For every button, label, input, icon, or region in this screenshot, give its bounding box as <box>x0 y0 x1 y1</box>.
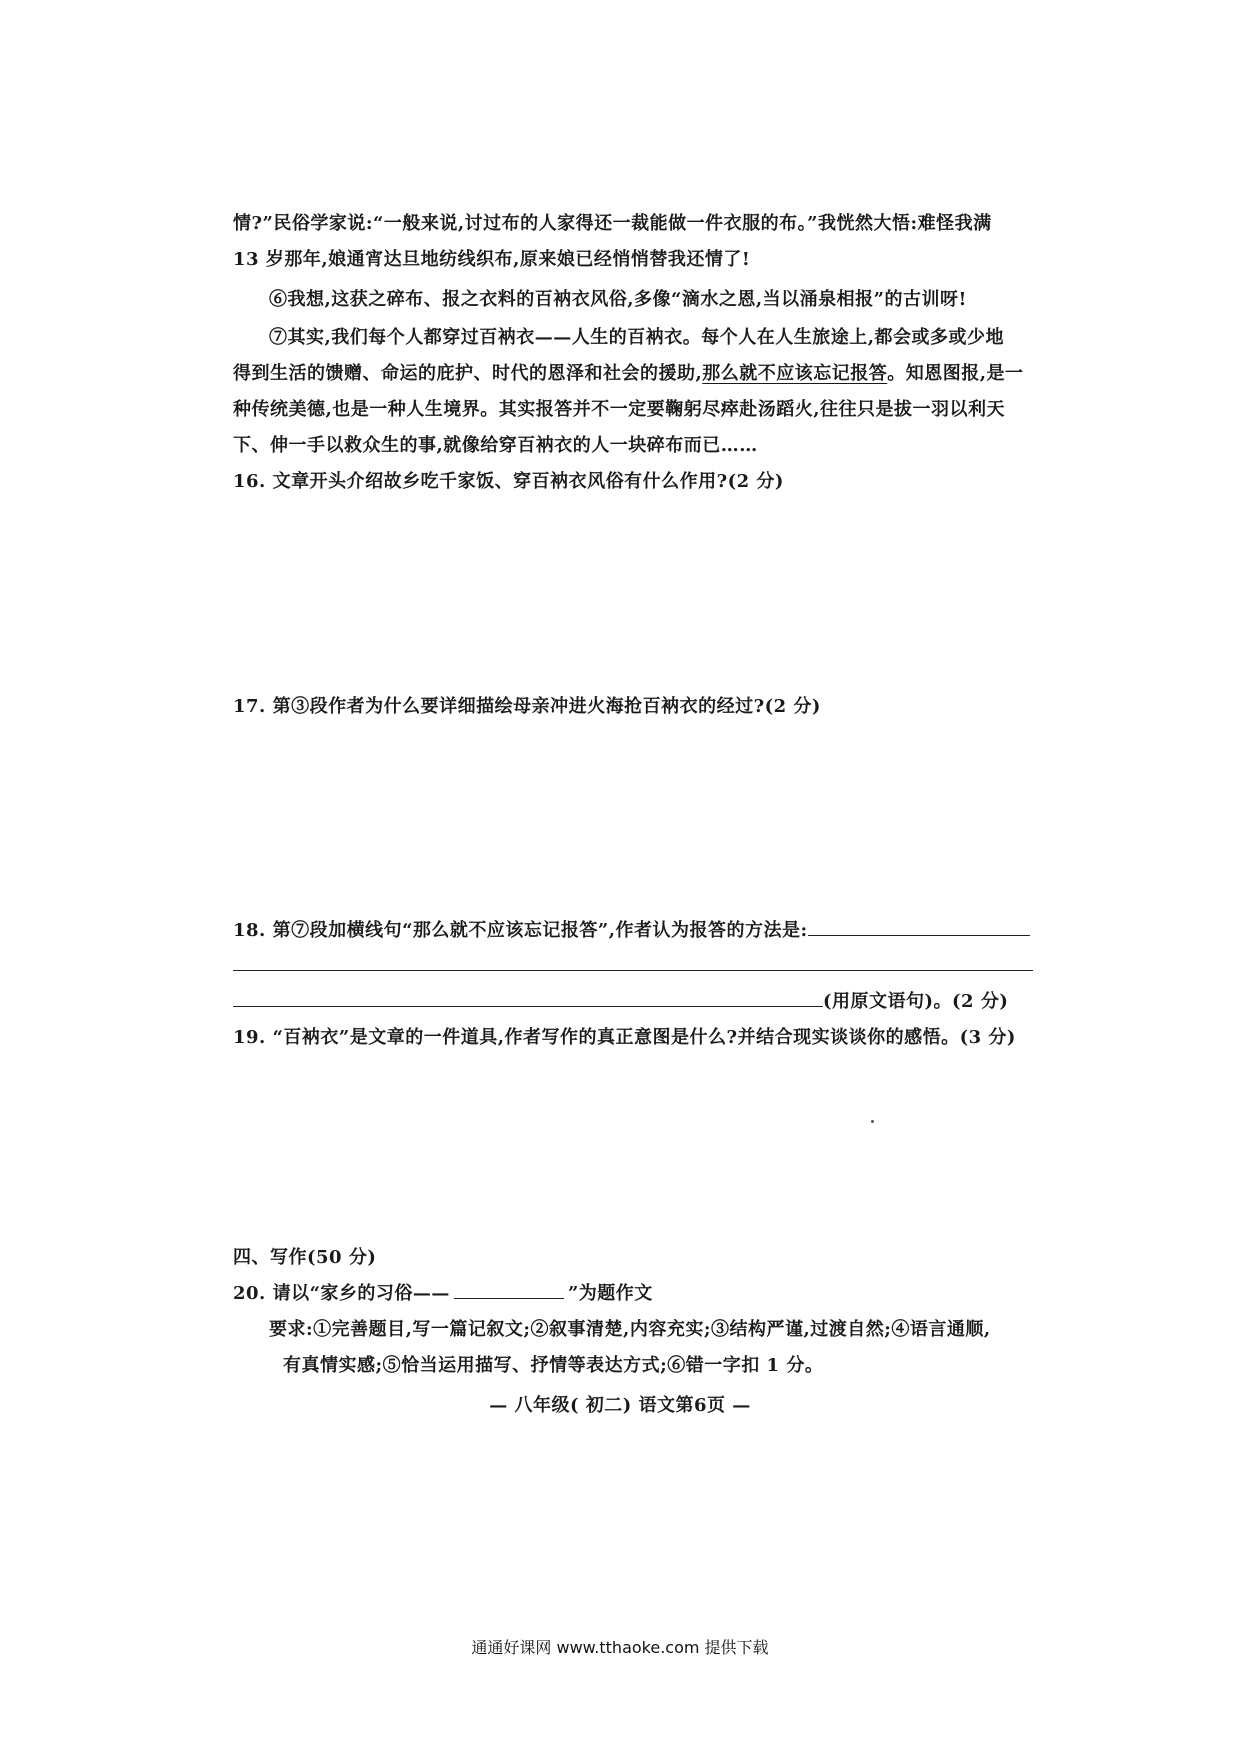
question-18-suffix: (用原文语句)。(2 分) <box>823 991 1009 1012</box>
scan-speck <box>871 1120 874 1123</box>
question-20-prefix: 20. 请以“家乡的习俗—— <box>233 1283 450 1304</box>
passage-paragraph-7: ⑦其实,我们每个人都穿过百衲衣——人生的百衲衣。每个人在人生旅途上,都会或多或少地 <box>269 327 1005 348</box>
passage-text: 得到生活的馈赠、命运的庇护、时代的恩泽和社会的援助, <box>233 363 703 384</box>
question-18-text: 18. 第⑦段加横线句“那么就不应该忘记报答”,作者认为报答的方法是: <box>233 920 808 941</box>
answer-line[interactable] <box>233 970 1033 971</box>
passage-line: 种传统美德,也是一种人生境界。其实报答并不一定要鞠躬尽瘁赴汤蹈火,往往只是拔一羽以利天 <box>233 399 1006 420</box>
passage-line: 下、伸一手以救众生的事,就像给穿百衲衣的人一块碎布而已…… <box>233 435 758 456</box>
passage-text: 。知恩图报,是一 <box>887 363 1024 384</box>
question-18-tail <box>233 990 1033 1014</box>
writing-requirements: 要求:①完善题目,写一篇记叙文;②叙事清楚,内容充实;③结构严谨,过渡自然;④语言通顺, <box>269 1319 991 1340</box>
question-20-suffix: ”为题作文 <box>567 1283 653 1304</box>
title-blank[interactable] <box>454 1282 564 1299</box>
question-17: 17. 第③段作者为什么要详细描绘母亲冲进火海抢百衲衣的经过?(2 分) <box>233 696 821 717</box>
writing-section-title: 四、写作(50 分) <box>233 1247 377 1268</box>
question-19: 19. “百衲衣”是文章的一件道具,作者写作的真正意图是什么?并结合现实谈谈你的感悟。(3 分) <box>233 1027 1016 1048</box>
question-20 <box>233 1282 1033 1306</box>
passage-line: 13 岁那年,娘通宵达旦地纺线织布,原来娘已经悄悄替我还情了! <box>233 249 751 270</box>
underlined-sentence: 那么就不应该忘记报答 <box>702 363 888 384</box>
answer-blank[interactable] <box>233 990 823 1007</box>
question-18 <box>233 919 1033 943</box>
source-watermark: 通通好课网 www.tthaoke.com 提供下载 <box>471 1638 769 1657</box>
passage-line <box>233 362 1033 386</box>
writing-requirements: 有真情实感;⑤恰当运用描写、抒情等表达方式;⑥错一字扣 1 分。 <box>283 1355 824 1376</box>
question-16: 16. 文章开头介绍故乡吃千家饭、穿百衲衣风俗有什么作用?(2 分) <box>233 471 784 492</box>
page-footer: — 八年级( 初二) 语文第6页 — <box>489 1395 751 1416</box>
passage-paragraph-6: ⑥我想,这获之碎布、报之衣料的百衲衣风俗,多像“滴水之恩,当以涌泉相报”的古训呀! <box>269 289 967 310</box>
answer-blank[interactable] <box>808 919 1030 936</box>
passage-line: 情?”民俗学家说:“一般来说,讨过布的人家得还一裁能做一件衣服的布。”我恍然大悟:难怪我满 <box>233 213 992 234</box>
